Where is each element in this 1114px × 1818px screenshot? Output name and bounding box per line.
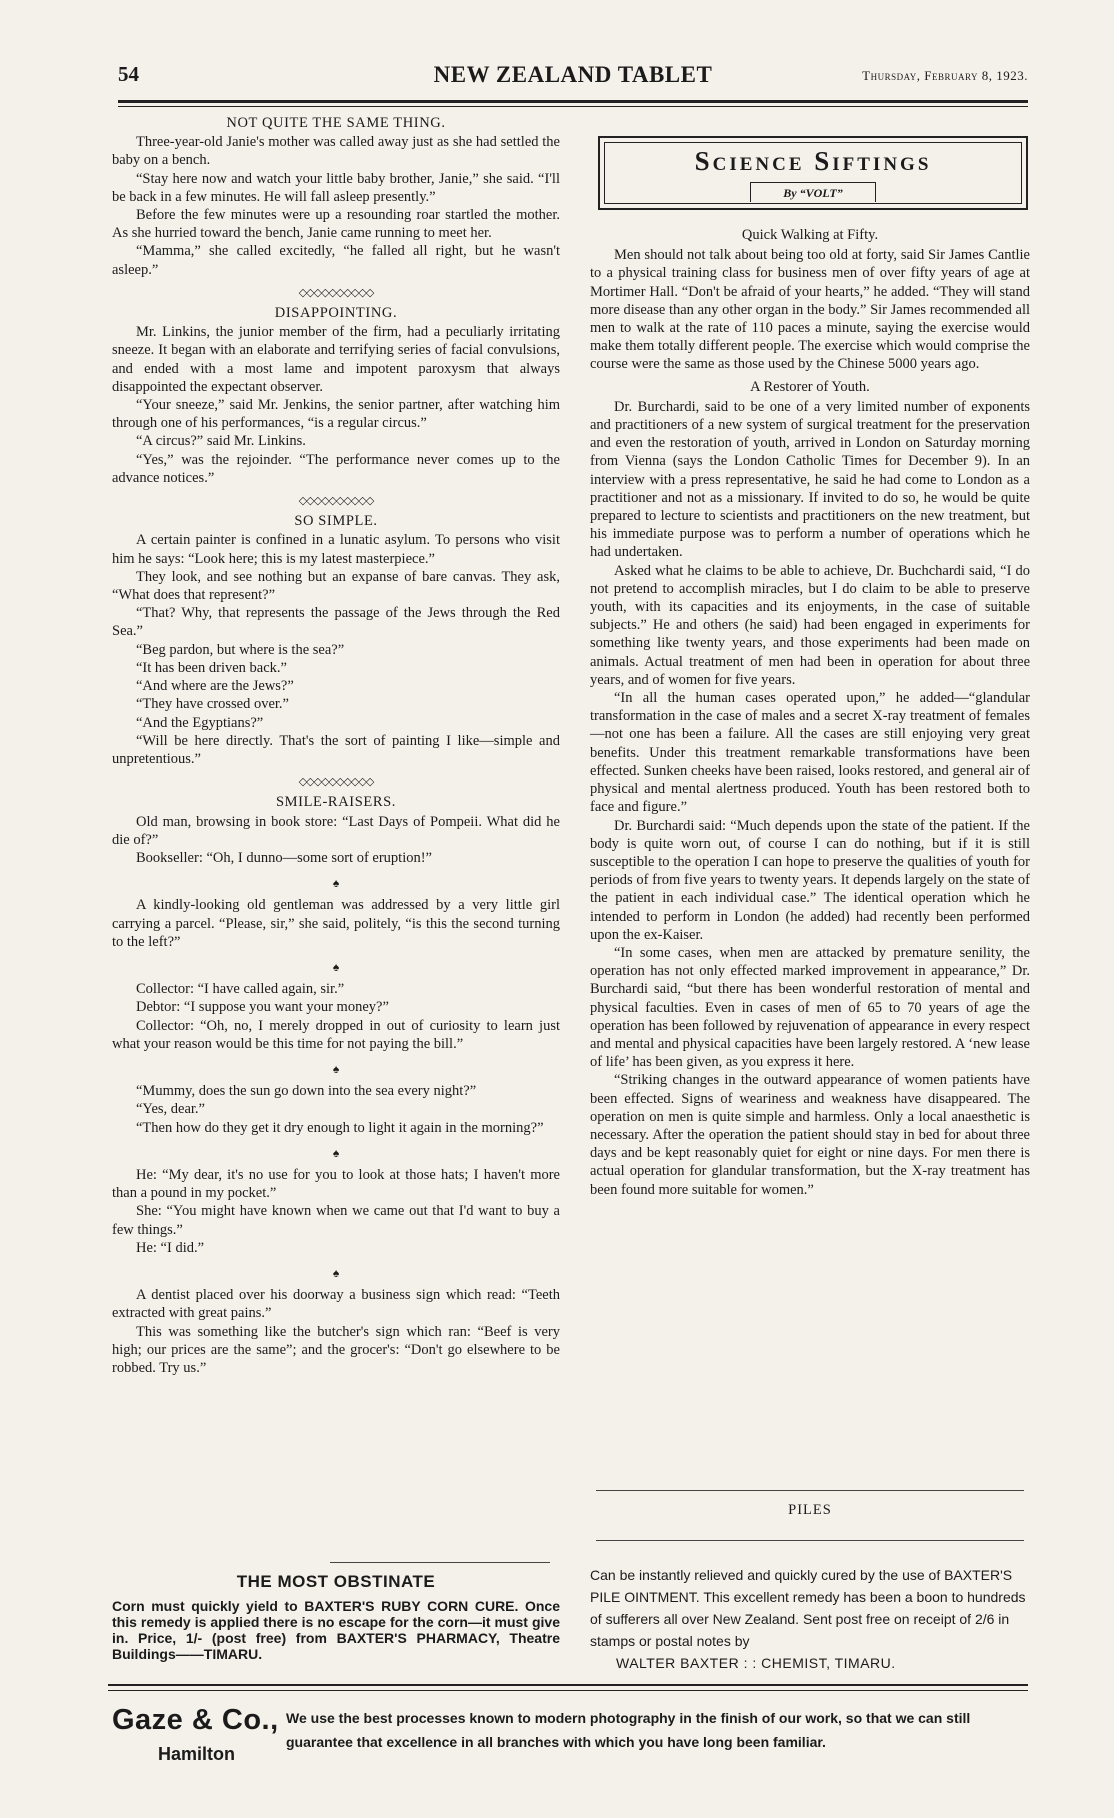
paragraph: They look, and see nothing but an expanse of bare canvas. They ask, “What does that represent?” <box>112 568 560 604</box>
advert-rule <box>330 1562 550 1563</box>
section-title: A Restorer of Youth. <box>750 378 870 395</box>
paragraph: “In some cases, when men are attacked by premature senility, the operation has not only effected marked improvement in appearance,” Dr. Burchardi said, “but there has been wonderful restoration of mental and physical faculties. Even in cases of men of 65 to 70 years of age the operation has been followed by rejuvenation of appearance in every respect and mental and physical capacities have been largely restored. A ‘new lease of life’ has been given, as you express it here. <box>590 944 1030 1071</box>
paragraph: Dr. Burchardi said: “Much depends upon the state of the patient. If the body is quite worn out, of course I can do nothing, but if it is still susceptible to the operation I can hope to preserve the qualities of youth for periods of from five years to twenty years. It depends largely on the state of the patient in each individual case.” The identical operation which he intended to perform in London (he added) had recently been performed upon the ex-Kaiser. <box>590 817 1030 943</box>
section-title: SO SIMPLE. <box>294 513 378 530</box>
paragraph: “Yes, dear.” <box>136 1101 205 1118</box>
header-rule-thin <box>118 106 1028 107</box>
paragraph: “Yes,” was the rejoinder. “The performance never comes up to the advance notices.” <box>112 451 560 486</box>
paragraph: “Your sneeze,” said Mr. Jenkins, the senior partner, after watching him through one of his performances, “is a regular circus.” <box>112 397 560 432</box>
paragraph: “A circus?” said Mr. Linkins. <box>136 433 306 450</box>
paragraph: Old man, browsing in book store: “Last Days of Pompeii. What did he die of?” <box>112 813 560 848</box>
section-title: NOT QUITE THE SAME THING. <box>226 115 446 131</box>
feature-byline: By “VOLT” <box>750 182 876 203</box>
footer-rule <box>108 1684 1028 1686</box>
paragraph: “It has been driven back.” <box>136 659 287 676</box>
advert-title: THE MOST OBSTINATE <box>236 1572 436 1591</box>
advert-piles <box>590 1564 1030 1674</box>
right-column <box>590 222 1030 1199</box>
ornament-divider: ◇◇◇◇◇◇◇◇◇◇ <box>298 776 374 789</box>
paragraph: “Will be here directly. That's the sort of painting I like—simple and unpretentious.” <box>112 732 560 767</box>
paragraph: Debtor: “I suppose you want your money?” <box>136 999 389 1016</box>
ornament-divider: ◇◇◇◇◇◇◇◇◇◇ <box>298 495 374 508</box>
paragraph: Asked what he claims to be able to achieve, Dr. Buchchardi said, “I do not pretend to accomplish miracles, but I do claim to be able to preserve youth, with its capacities and its enjoyments, in the case of suitable subjects.” He and others (he said) had been engaged in experiments for something like twenty years, and those experiments had been made on animals. Actual treatment of men had been in operation for about three years, and of women for five years. <box>590 562 1030 688</box>
paragraph: He: “I did.” <box>136 1239 205 1256</box>
advert-rule <box>596 1540 1024 1541</box>
left-column <box>112 114 560 1377</box>
advert-signature: WALTER BAXTER : : CHEMIST, TIMARU. <box>616 1655 896 1671</box>
advertiser-name: Gaze & Co., <box>112 1704 279 1736</box>
section-title: SMILE-RAISERS. <box>276 794 396 811</box>
paragraph: Dr. Burchardi, said to be one of a very limited number of exponents and practitioners of a new system of surgical treatment for the preservation and even the restoration of youth, arrived in London on Saturday morning from Vienna (says the London Catholic Times for December 9). In an interview with a press representative, he said he had come to London as a practitioner and not as a missionary. If invited to do so, he would be quite prepared to lecture to scientists and practitioners on the new treatment, but his immediate purpose was to perform a number of operations which he had undertaken. <box>590 398 1030 561</box>
paragraph: She: “You might have known when we came out that I'd want to buy a few things.” <box>112 1203 560 1238</box>
section-title: Quick Walking at Fifty. <box>741 227 879 243</box>
paragraph: Collector: “Oh, no, I merely dropped in out of curiosity to learn just what your reason would be this time for not paying the bill.” <box>112 1017 560 1052</box>
paragraph: Collector: “I have called again, sir.” <box>136 981 345 998</box>
section-title: DISAPPOINTING. <box>274 305 398 322</box>
page-number: 54 <box>118 62 139 86</box>
paragraph: Bookseller: “Oh, I dunno—some sort of eruption!” <box>136 849 432 866</box>
spade-divider-icon: ♠ <box>332 876 340 891</box>
paragraph: A certain painter is confined in a lunatic asylum. To persons who visit him he says: “Look here; this is my latest masterpiece.” <box>112 532 560 567</box>
header-rule <box>118 100 1028 103</box>
paragraph: Mr. Linkins, the junior member of the firm, had a peculiarly irritating sneeze. It began with an elaborate and terrifying series of facial convulsions, and ended with a most lame and impotent paroxysm that always disappointed the expectant observer. <box>112 324 560 395</box>
feature-title: Science Siftings <box>694 146 932 176</box>
issue-date: Thursday, February 8, 1923. <box>862 68 1028 83</box>
paragraph: “Striking changes in the outward appearance of women patients have been effected. Signs of weariness and weakness have disappeared. The operation on men is quite simple and harmless. Only a local anaesthetic is necessary. After the operation the patient should stay in bed for about three days and be kept reasonably quiet for eight or nine days. For men there is actual operation for glandular transformation, but the X-ray treatment has been found more suitable for women.” <box>590 1072 1030 1198</box>
paragraph: “Mummy, does the sun go down into the sea every night?” <box>136 1083 477 1100</box>
paragraph: “And the Egyptians?” <box>136 714 264 731</box>
page-header <box>118 62 1028 102</box>
paragraph: “They have crossed over.” <box>136 696 289 713</box>
spade-divider-icon: ♠ <box>332 1061 340 1076</box>
paragraph: He: “My dear, it's no use for you to look at those hats; I haven't more than a pound in my pocket.” <box>112 1166 560 1202</box>
advert-text: Corn must quickly yield to BAXTER'S RUBY CORN CURE. Once this remedy is applied there is no escape for the corn—it must give in. Price, 1/- (post free) from BAXTER'S PHARMACY, Theatre Buildings——TIMARU. <box>112 1598 560 1662</box>
spade-divider-icon: ♠ <box>332 1145 340 1160</box>
advert-text: Can be instantly relieved and quickly cured by the use of BAXTER'S PILE OINTMENT. This excellent remedy has been a boon to hundreds of sufferers all over New Zealand. Sent post free on receipt of 2/6 in stamps or postal notes by <box>590 1567 1026 1649</box>
advert-text: We use the best processes known to modern photography in the finish of our work, so that we can still guarantee that excellence in all branches with which you have long been familiar. <box>286 1710 971 1750</box>
paragraph: “In all the human cases operated upon,” he added—“glandular transformation in the case of males and a secret X-ray treatment of females—not one has been a failure. All the cases are still enjoying very great benefits. Under this treatment remarkable transformations have been effected. Sunken cheeks have been raised, looks restored, and general air of physical and mental alertness produced. Youth has been restored both to face and figure.” <box>590 690 1030 816</box>
feature-header-box <box>598 136 1028 210</box>
masthead: NEW ZEALAND TABLET <box>433 62 713 87</box>
paragraph: “Stay here now and watch your little baby brother, Janie,” she said. “I'll be back in a few minutes. He will fall asleep presently.” <box>112 170 560 205</box>
advert-title: PILES <box>788 1502 832 1518</box>
ornament-divider: ◇◇◇◇◇◇◇◇◇◇ <box>298 286 374 299</box>
advert-rule <box>596 1490 1024 1491</box>
paragraph: Three-year-old Janie's mother was called away just as she had settled the baby on a bench. <box>112 134 560 169</box>
paragraph: A kindly-looking old gentleman was addressed by a very little girl carrying a parcel. “Please, sir,” she said, politely, “is this the second turning to the left?” <box>112 897 560 950</box>
spade-divider-icon: ♠ <box>332 959 340 974</box>
paragraph: This was something like the butcher's sign which ran: “Beef is very high; our prices are the same”; and the grocer's: “Don't go elsewhere to be robbed. Try us.” <box>112 1323 560 1376</box>
paragraph: Men should not talk about being too old at forty, said Sir James Cantlie to a physical training class for business men of over fifty years of age at Mortimer Hall. “Don't be afraid of your hearts,” he added. “They will stand more disease than any other organ in the body.” Sir James recommended all men to walk at the rate of 110 paces a minute, saying the exercise would make them totally different people. The exercise which would comprise the course were the same as those used by the Chinese 5000 years ago. <box>590 247 1030 373</box>
advert-body <box>112 1598 560 1662</box>
paragraph: “Mamma,” she called excitedly, “he falled all right, but he wasn't asleep.” <box>112 243 560 278</box>
spade-divider-icon: ♠ <box>332 1265 340 1280</box>
paragraph: Before the few minutes were up a resounding roar startled the mother. As she hurried toward the bench, Janie came running to meet her. <box>112 207 560 242</box>
paragraph: “Then how do they get it dry enough to light it again in the morning?” <box>136 1119 544 1136</box>
paragraph: “And where are the Jews?” <box>136 678 294 695</box>
footer-rule-thin <box>108 1690 1028 1691</box>
advertiser-city: Hamilton <box>158 1744 236 1764</box>
paragraph: “Beg pardon, but where is the sea?” <box>136 641 345 658</box>
paragraph: “That? Why, that represents the passage of the Jews through the Red Sea.” <box>112 605 560 640</box>
byline-rule-right <box>875 182 876 202</box>
paragraph: A dentist placed over his doorway a business sign which read: “Teeth extracted with great pains.” <box>112 1287 560 1322</box>
